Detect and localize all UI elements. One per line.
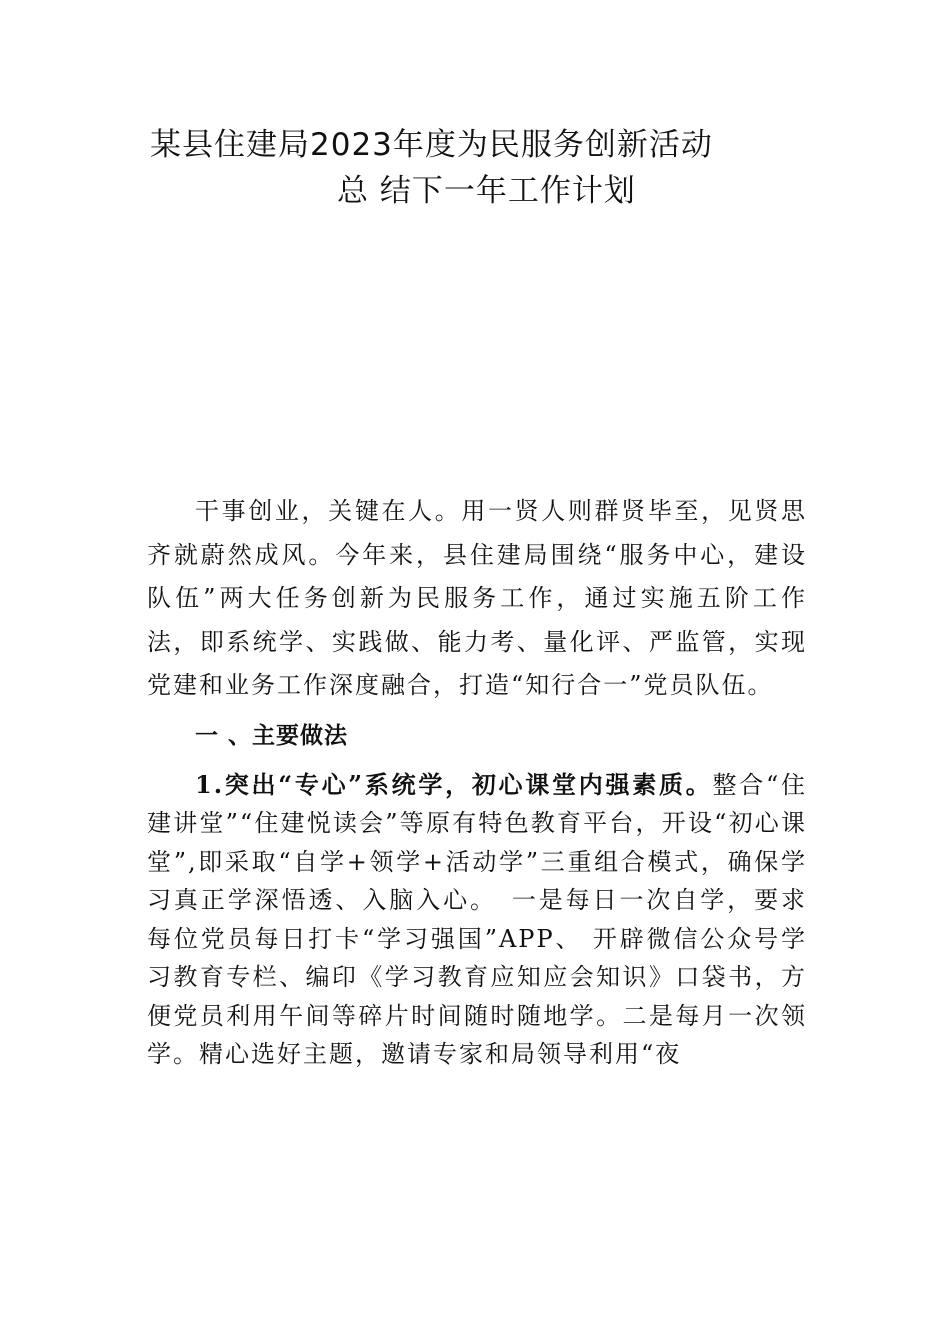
section-heading: 一 、主要做法 xyxy=(195,722,349,749)
document-body xyxy=(147,490,807,1074)
intro-paragraph: 干事创业，关键在人。用一贤人则群贤毕至，见贤思齐就蔚然成风。今年来，县住建局围绕“服务中心，建设队伍”两大任务创新为民服务工作，通过实施五阶工作法，即系统学、实践做、能力考、量化评、严监管，实现党建和业务工作深度融合，打造“知行合一”党员队伍。 xyxy=(147,497,807,699)
title-line-2: 总 结下一年工作计划 xyxy=(337,173,636,209)
title-line-1: 某县住建局2023年度为民服务创新活动 xyxy=(150,127,713,163)
item-1-lead: 1.突出“专心”系统学，初心课堂内强素质。 xyxy=(195,769,713,799)
item-1-paragraph xyxy=(147,766,807,1074)
document-title xyxy=(0,122,950,214)
item-1-text: 整合“住建讲堂”“住建悦读会”等原有特色教育平台，开设“初心课堂”,即采取“自学+领学+活动学”三重组合模式，确保学习真正学深悟透、入脑入心。 一是每日一次自学，要求每位党员每日打卡“学习强国”APP、 开辟微信公众号学习教育专栏、编印《学习教育应知应会知识》口袋书，方便党员利用午间等碎片时间随时随地学。二是每月一次领学。精心选好主题，邀请专家和局领导利用“夜 xyxy=(147,770,807,1068)
